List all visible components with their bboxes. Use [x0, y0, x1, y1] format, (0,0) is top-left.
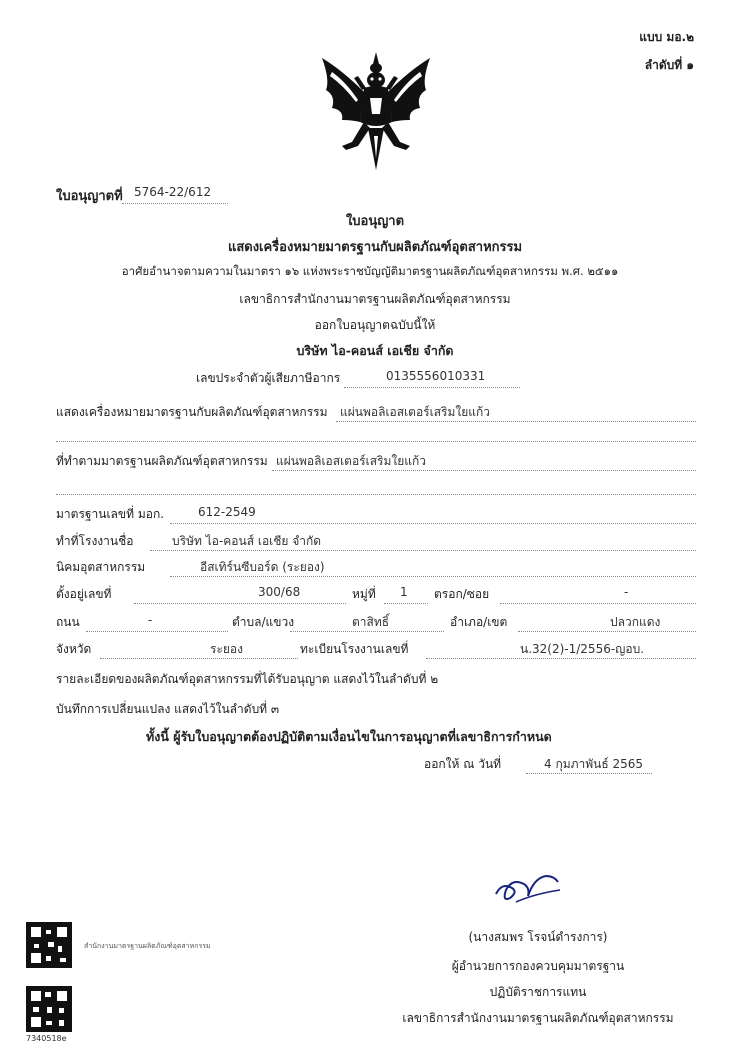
details-note: รายละเอียดของผลิตภัณฑ์อุตสาหกรรมที่ได้รับอนุญาต แสดงไว้ในลำดับที่ ๒ — [56, 672, 439, 686]
address-moo-line — [384, 603, 428, 604]
made-value: แผ่นพอลิเอสเตอร์เสริมใยแก้ว — [276, 454, 427, 468]
address-district-line — [518, 631, 696, 632]
signer-position-3: เลขาธิการสำนักงานมาตรฐานผลิตภัณฑ์อุตสาหกรรม — [402, 1011, 674, 1025]
address-no-line — [134, 603, 346, 604]
doc-subtitle: แสดงเครื่องหมายมาตรฐานกับผลิตภัณฑ์อุตสาหกรรม — [227, 240, 523, 255]
doc-title: ใบอนุญาต — [345, 214, 405, 229]
footer-office: สำนักงานมาตรฐานผลิตภัณฑ์อุตสาหกรรม — [84, 942, 211, 950]
factory-line — [150, 550, 696, 551]
factory-label: ทำที่โรงงานชื่อ — [56, 534, 134, 548]
made-line-2 — [56, 494, 696, 495]
address-moo: 1 — [400, 585, 408, 599]
address-soi: - — [624, 585, 629, 599]
factory-value: บริษัท ไอ-คอนส์ เอเชีย จำกัด — [172, 534, 322, 548]
conditions-note: ทั้งนี้ ผู้รับใบอนุญาตต้องปฏิบัติตามเงื่อนไขในการอนุญาตที่เลขาธิการกำหนด — [146, 729, 552, 744]
qr-code-icon — [26, 922, 72, 968]
issuer-line: เลขาธิการสำนักงานมาตรฐานผลิตภัณฑ์อุตสาหกรรม — [239, 292, 511, 306]
permit-number-line — [122, 203, 228, 204]
address-road: - — [148, 613, 153, 627]
signature-icon — [488, 868, 568, 908]
tax-line — [344, 387, 520, 388]
signer-position-2: ปฏิบัติราชการแทน — [489, 985, 587, 999]
address-province: ระยอง — [210, 642, 243, 656]
tax-value: 0135556010331 — [386, 369, 486, 383]
standard-value: 612-2549 — [198, 505, 256, 519]
mark-value: แผ่นพอลิเอสเตอร์เสริมใยแก้ว — [340, 405, 491, 419]
garuda-emblem-icon — [312, 50, 440, 172]
changes-note: บันทึกการเปลี่ยนแปลง แสดงไว้ในลำดับที่ ๓ — [56, 702, 280, 716]
issue-line: ออกใบอนุญาตฉบับนี้ให้ — [314, 318, 436, 332]
signer-name: (นางสมพร โรจน์ดำรงการ) — [468, 930, 608, 944]
estate-line — [170, 576, 696, 577]
standard-line — [170, 523, 696, 524]
estate-label: นิคมอุตสาหกรรม — [56, 560, 146, 574]
issued-line — [526, 773, 652, 774]
issued-label: ออกให้ ณ วันที่ — [424, 757, 502, 771]
mark-line — [336, 421, 696, 422]
address-soi-label: ตรอก/ซอย — [434, 587, 490, 601]
address-no: 300/68 — [258, 585, 301, 599]
mark-line-2 — [56, 441, 696, 442]
permit-label: ใบอนุญาตที่ — [56, 189, 123, 204]
address-road-line — [86, 631, 228, 632]
qr-code-icon-2 — [26, 986, 72, 1032]
standard-label: มาตรฐานเลขที่ มอก. — [56, 507, 165, 521]
address-reg-label: ทะเบียนโรงงานเลขที่ — [300, 642, 409, 656]
form-type: แบบ มอ.๒ — [639, 30, 694, 44]
signer-position-1: ผู้อำนวยการกองควบคุมมาตรฐาน — [451, 959, 625, 973]
authority-line: อาศัยอำนาจตามความในมาตรา ๑๖ แห่งพระราชบัญญัติมาตรฐานผลิตภัณฑ์อุตสาหกรรม พ.ศ. ๒๕๑๑ — [121, 264, 619, 278]
footer-code: 7340518e — [26, 1034, 67, 1043]
made-line — [272, 470, 696, 471]
mark-label: แสดงเครื่องหมายมาตรฐานกับผลิตภัณฑ์อุตสาหกรรม — [56, 405, 328, 419]
address-reg: น.32(2)-1/2556-ญอบ. — [520, 642, 645, 656]
address-soi-line — [500, 603, 696, 604]
address-subdistrict: ตาสิทธิ์ — [352, 615, 390, 629]
address-district: ปลวกแดง — [610, 615, 661, 629]
made-label: ที่ทำตามมาตรฐานผลิตภัณฑ์อุตสาหกรรม — [56, 454, 268, 468]
address-road-label: ถนน — [56, 615, 80, 629]
address-reg-line — [426, 658, 696, 659]
address-no-label: ตั้งอยู่เลขที่ — [56, 587, 112, 601]
address-province-line — [100, 658, 298, 659]
permit-number: 5764-22/612 — [134, 185, 212, 199]
company-name: บริษัท ไอ-คอนส์ เอเชีย จำกัด — [296, 343, 454, 358]
tax-label: เลขประจำตัวผู้เสียภาษีอากร — [196, 371, 341, 385]
address-subdistrict-label: ตำบล/แขวง — [232, 615, 295, 629]
form-order: ลำดับที่ ๑ — [644, 58, 694, 72]
address-subdistrict-line — [290, 631, 444, 632]
address-province-label: จังหวัด — [56, 642, 92, 656]
address-moo-label: หมู่ที่ — [352, 587, 376, 601]
address-district-label: อำเภอ/เขต — [450, 615, 508, 629]
issued-date: 4 กุมภาพันธ์ 2565 — [544, 757, 644, 771]
estate-value: อีสเทิร์นซีบอร์ด (ระยอง) — [200, 560, 325, 574]
